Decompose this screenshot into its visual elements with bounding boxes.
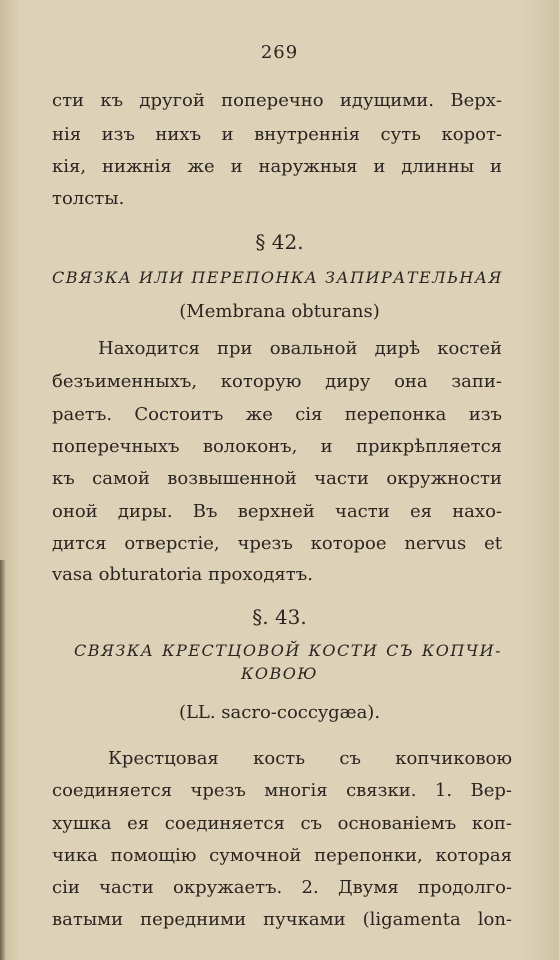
text-line: сти къ другой поперечно идущими. Верх- [52,90,502,111]
text-line: соединяется чрезъ многія связки. 1. Вер- [52,780,512,801]
text-line: Находится при овальной дирѣ костей [98,338,502,359]
text-line: кія, нижнія же и наружныя и длинны и [52,156,502,177]
section-number: § 42. [255,230,304,254]
section-number: §. 43. [252,605,307,629]
page-number: 269 [260,42,299,63]
section-heading: СВЯЗКА ИЛИ ПЕРЕПОНКА ЗАПИРАТЕЛЬНАЯ [52,268,503,287]
text-line: хушка ея соединяется съ основаніемъ коп- [52,813,512,834]
text-line: Крестцовая кость съ копчиковою [108,748,512,769]
text-line: чика помощію сумочной перепонки, которая [52,845,512,866]
latin-term: (LL. sacro-coccygæa). [178,702,381,723]
text-line: раетъ. Состоитъ же сія перепонка изъ [52,404,502,425]
text-line: vasa obturatoria проходятъ. [52,564,313,585]
text-line: поперечныхъ волоконъ, и прикрѣпляется [52,436,502,457]
section-heading-cont: КОВОЮ [241,664,318,683]
text-line: къ самой возвышенной части окружности [52,468,502,489]
text-line: толсты. [52,188,125,209]
section-heading: СВЯЗКА КРЕСТЦОВОЙ КОСТИ СЪ КОПЧИ- [74,641,502,660]
text-line: безъименныхъ, которую диру она запи- [52,371,502,392]
text-line: дится отверстіе, чрезъ которое nervus et [52,533,502,554]
text-line: сіи части окружаетъ. 2. Двумя продолго- [52,877,512,898]
text-line: нія изъ нихъ и внутреннія суть корот- [52,124,502,145]
text-line: оной диры. Въ верхней части ея нахо- [52,501,502,522]
text-line: ватыми передними пучками (ligamenta lon- [52,909,512,930]
latin-term: (Membrana obturans) [179,301,380,322]
